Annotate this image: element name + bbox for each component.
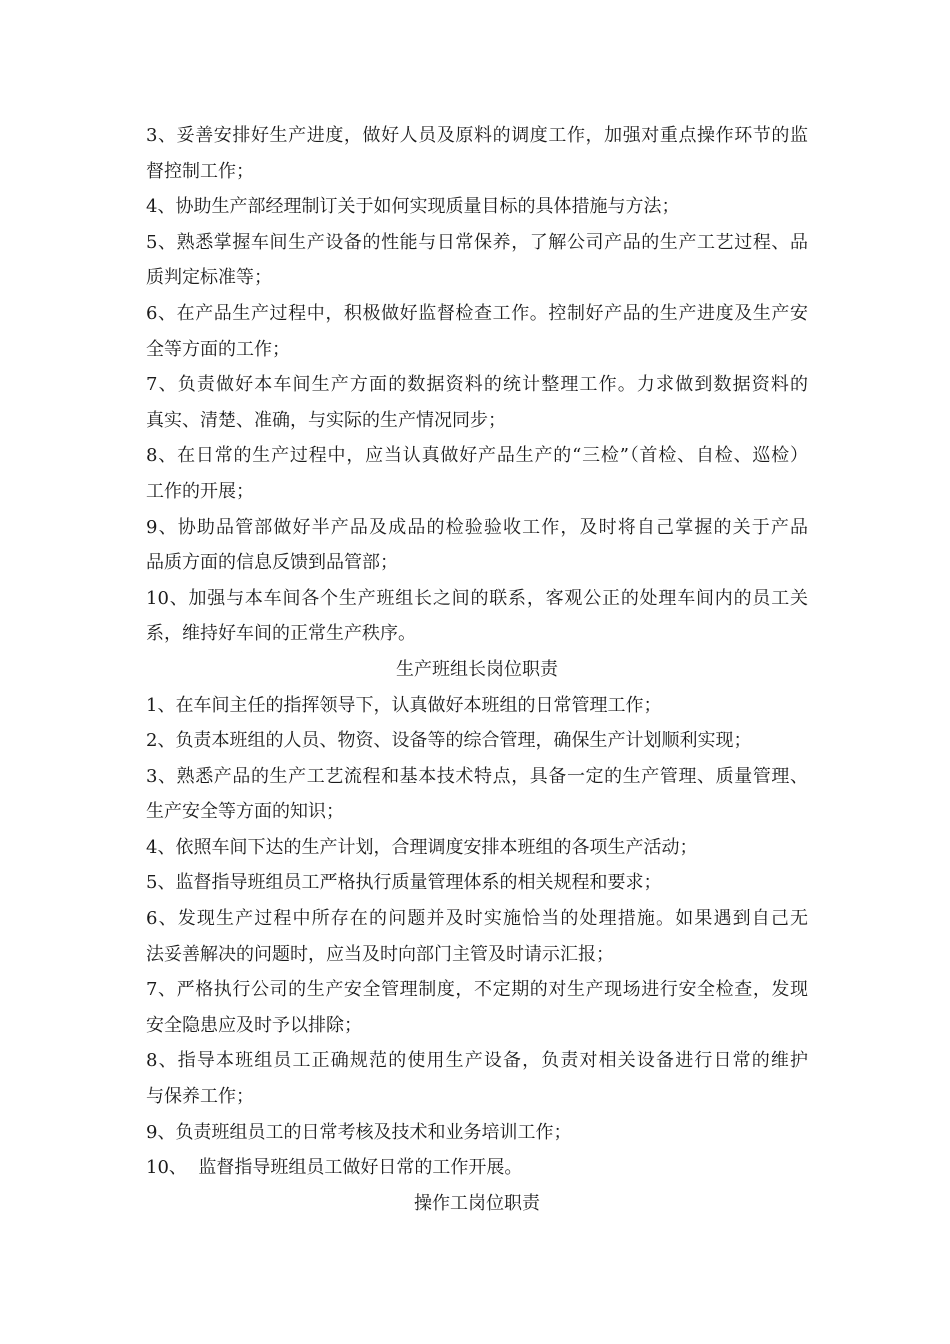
paragraph-line: 工作的开展； [146,480,254,502]
paragraph-line: 真实、清楚、准确，与实际的生产情况同步； [146,409,506,431]
paragraph-line: 9、协助品管部做好半产品及成品的检验验收工作，及时将自己掌握的关于产品 [146,516,808,538]
paragraph-line: 9、负责班组员工的日常考核及技术和业务培训工作； [146,1121,572,1143]
paragraph-line: 生产安全等方面的知识； [146,801,344,823]
paragraph-line: 5、监督指导班组员工严格执行质量管理体系的相关规程和要求； [146,872,662,894]
document-body [146,118,808,1221]
paragraph-line: 法妥善解决的问题时，应当及时向部门主管及时请示汇报； [146,943,614,965]
section-heading-operator: 操作工岗位职责 [414,1192,540,1214]
paragraph-line: 2、负责本班组的人员、物资、设备等的综合管理，确保生产计划顺利实现； [146,730,752,752]
paragraph-line: 10、 监督指导班组员工做好日常的工作开展。 [146,1157,523,1179]
paragraph-line: 6、发现生产过程中所存在的问题并及时实施恰当的处理措施。如果遇到自己无 [146,908,808,930]
paragraph-line: 7、严格执行公司的生产安全管理制度，不定期的对生产现场进行安全检查，发现 [146,979,808,1001]
paragraph-line: 1、在车间主任的指挥领导下，认真做好本班组的日常管理工作； [146,694,662,716]
paragraph-line: 6、在产品生产过程中，积极做好监督检查工作。控制好产品的生产进度及生产安 [146,302,808,324]
paragraph-line: 4、协助生产部经理制订关于如何实现质量目标的具体措施与方法； [146,196,680,218]
paragraph-line: 7、负责做好本车间生产方面的数据资料的统计整理工作。力求做到数据资料的 [146,374,808,396]
section-heading-team-leader: 生产班组长岗位职责 [396,658,558,680]
paragraph-line: 3、熟悉产品的生产工艺流程和基本技术特点，具备一定的生产管理、质量管理、 [146,765,808,787]
paragraph-line: 系，维持好车间的正常生产秩序。 [146,623,416,645]
paragraph-line: 安全隐患应及时予以排除； [146,1014,362,1036]
paragraph-line: 10、加强与本车间各个生产班组长之间的联系，客观公正的处理车间内的员工关 [146,587,808,609]
paragraph-line: 全等方面的工作； [146,338,290,360]
paragraph-line: 4、依照车间下达的生产计划，合理调度安排本班组的各项生产活动； [146,836,698,858]
paragraph-line: 5、熟悉掌握车间生产设备的性能与日常保养，了解公司产品的生产工艺过程、品 [146,231,808,253]
paragraph-line: 3、妥善安排好生产进度，做好人员及原料的调度工作，加强对重点操作环节的监 [146,125,808,146]
paragraph-line: 品质方面的信息反馈到品管部； [146,552,398,574]
paragraph-line: 质判定标准等； [146,267,272,289]
paragraph-line: 督控制工作； [146,160,254,182]
paragraph-line: 与保养工作； [146,1086,254,1108]
paragraph-line: 8、指导本班组员工正确规范的使用生产设备，负责对相关设备进行日常的维护 [146,1050,808,1072]
paragraph-line: 8、在日常的生产过程中，应当认真做好产品生产的“三检”（首检、自检、巡检） [146,445,808,467]
